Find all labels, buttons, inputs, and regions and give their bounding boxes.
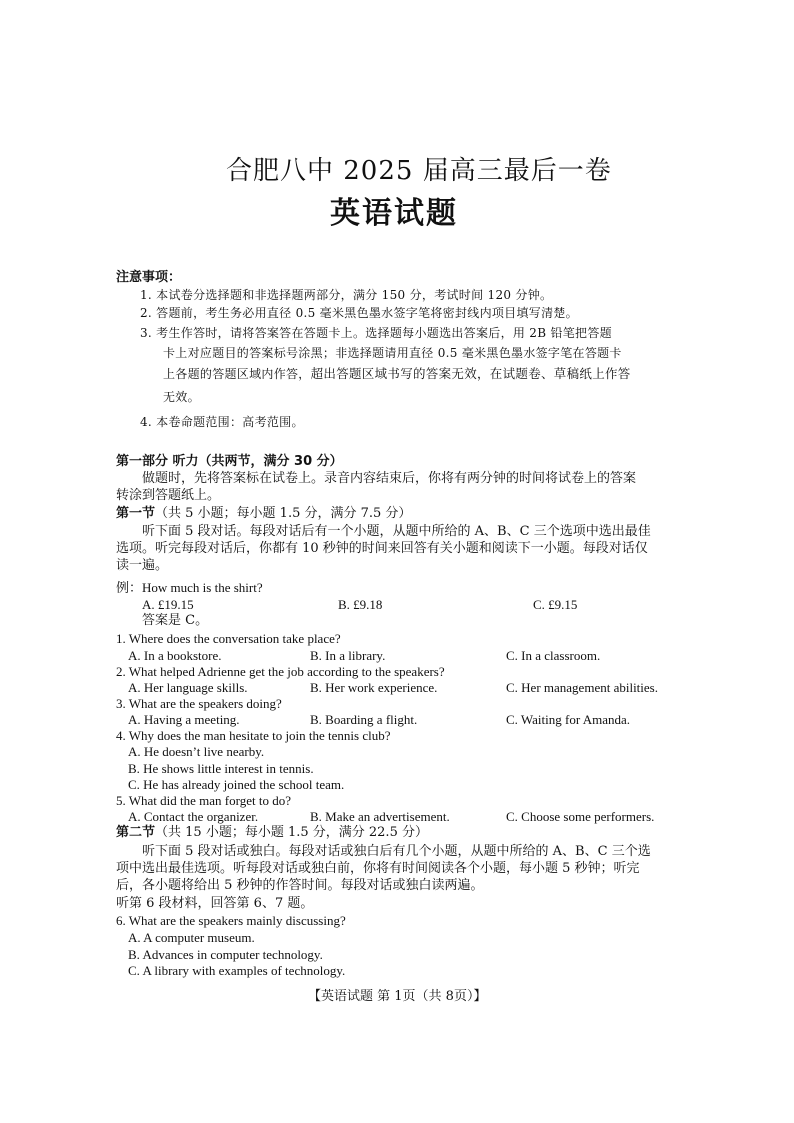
question-2: 2. What helped Adrienne get the job according to the speakers?: [116, 664, 445, 679]
notes-item-2: 2. 答题前，考生务必用直径 0.5 毫米黑色墨水签字笔将密封线内项目填写清楚。: [140, 306, 578, 320]
example-question: 例：How much is the shirt?: [116, 580, 263, 595]
example-option-a: A. £19.15: [142, 597, 194, 612]
part1-intro-line-1: 做题时，先将答案标在试卷上。录音内容结束后，你将有两分钟的时间将试卷上的答案: [142, 471, 637, 486]
section2-intro-line-3: 后，各小题将给出 5 秒钟的作答时间。每段对话或独白读两遍。: [116, 878, 484, 893]
part1-intro-line-2: 转涂到答题纸上。: [116, 488, 221, 503]
question-4-option-b: B. He shows little interest in tennis.: [128, 761, 314, 776]
notes-item-1: 1. 本试卷分选择题和非选择题两部分，满分 150 分，考试时间 120 分钟。: [140, 288, 553, 302]
example-option-c: C. £9.15: [533, 597, 578, 612]
question-4: 4. Why does the man hesitate to join the tennis club?: [116, 728, 391, 743]
section2-heading-detail: （共 15 小题；每小题 1.5 分，满分 22.5 分）: [155, 825, 428, 840]
notes-item-3-line-4: 无效。: [163, 390, 200, 404]
notes-item-3-line-3: [163, 366, 631, 382]
notes-heading: 注意事项：: [116, 270, 182, 285]
question-5-option-b: B. Make an advertisement.: [310, 809, 450, 824]
notes-item-3-line-1: 3. 考生作答时，请将答案答在答题卡上。选择题每小题选出答案后，用 2B 铅笔把答题: [140, 326, 612, 340]
question-6: 6. What are the speakers mainly discussing?: [116, 913, 346, 928]
section1-intro-line-2: 选项。听完每段对话后，你都有 10 秒钟的时间来回答有关小题和阅读下一小题。每段对话仅: [116, 541, 648, 556]
question-5-option-a: A. Contact the organizer.: [128, 809, 259, 824]
section2-intro-line-1: 听下面 5 段对话或独白。每段对话或独白后有几个小题，从题中所给的 A、B、C 三个选: [142, 844, 651, 859]
question-3-option-b: B. Boarding a flight.: [310, 712, 418, 727]
example-answer: 答案是 C。: [142, 613, 209, 628]
exam-title-subject: 英语试题: [330, 196, 458, 231]
section2-heading-label: 第二节: [116, 825, 156, 840]
section1-heading: [116, 506, 411, 522]
notes-item-3-line-3-normal: 上各题的答题区域内作答，: [163, 367, 311, 381]
question-5-option-c: C. Choose some performers.: [506, 809, 655, 824]
section2-intro-line-2: 项中选出最佳选项。听每段对话或独白前，你将有时间阅读各个小题，每小题 5 秒钟；听完: [116, 861, 640, 876]
question-6-option-c: C. A library with examples of technology.: [128, 963, 346, 978]
question-1-option-b: B. In a library.: [310, 648, 386, 663]
section1-heading-label: 第一节: [116, 506, 156, 521]
question-6-option-a: A. A computer museum.: [128, 930, 255, 945]
part1-heading: 第一部分 听力（共两节，满分 30 分）: [116, 454, 343, 469]
section1-intro-line-1: 听下面 5 段对话。每段对话后有一个小题，从题中所给的 A、B、C 三个选项中选出最佳: [142, 524, 651, 539]
section1-intro-line-3: 读一遍。: [116, 558, 169, 573]
example-option-b: B. £9.18: [338, 597, 383, 612]
question-3-option-a: A. Having a meeting.: [128, 712, 240, 727]
question-4-option-c: C. He has already joined the school team.: [128, 777, 345, 792]
section1-heading-detail: （共 5 小题；每小题 1.5 分，满分 7.5 分）: [155, 506, 412, 521]
question-3: 3. What are the speakers doing?: [116, 696, 282, 711]
question-2-option-c: C. Her management abilities.: [506, 680, 658, 695]
question-5: 5. What did the man forget to do?: [116, 793, 291, 808]
notes-item-4: 4. 本卷命题范围：高考范围。: [140, 415, 304, 429]
question-6-option-b: B. Advances in computer technology.: [128, 947, 323, 962]
question-2-option-b: B. Her work experience.: [310, 680, 438, 695]
notes-item-3-line-2: 卡上对应题目的答案标号涂黑；非选择题请用直径 0.5 毫米黑色墨水签字笔在答题卡: [163, 346, 622, 360]
question-2-option-a: A. Her language skills.: [128, 680, 248, 695]
question-3-option-c: C. Waiting for Amanda.: [506, 712, 631, 727]
section2-material-6: 听第 6 段材料，回答第 6、7 题。: [116, 896, 314, 911]
question-1-option-a: A. In a bookstore.: [128, 648, 222, 663]
section2-heading: [116, 825, 428, 841]
page-footer: 【英语试题 第 1页（共 8页）】: [308, 989, 487, 1004]
notes-item-3-line-3-emphasis: 超出答题区域书写的答案无效，在试题卷、草稿纸上作答: [310, 366, 631, 381]
question-1: 1. Where does the conversation take place?: [116, 631, 341, 646]
question-4-option-a: A. He doesn’t live nearby.: [128, 744, 265, 759]
question-1-option-c: C. In a classroom.: [506, 648, 601, 663]
exam-title-school: 合肥八中 2025 届高三最后一卷: [226, 156, 612, 186]
